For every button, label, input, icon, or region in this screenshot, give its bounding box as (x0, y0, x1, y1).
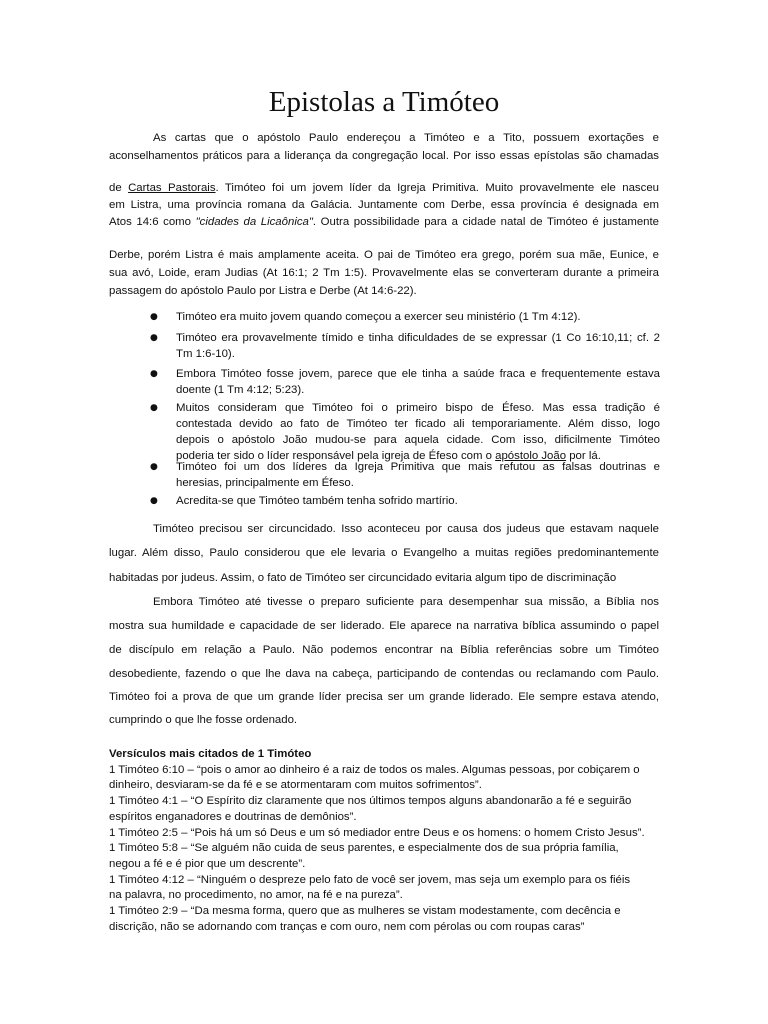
intro-line-5-post: . Outra possibilidade para a cidade natal de Timóteo é justamente (312, 216, 659, 228)
para3-line-5: Timóteo foi a prova de que um grande líder precisa ser um grande liderado. Ele sempre estava atendo, (109, 691, 659, 703)
verse-line: 1 Timóteo 4:12 – “Ninguém o despreze pelo fato de você ser jovem, mas seja um exemplo para os fiéis (109, 873, 631, 886)
intro-line-6: Derbe, porém Listra é mais amplamente aceita. O pai de Timóteo era grego, porém sua mãe, Eunice, e (109, 249, 659, 261)
verse-line: 1 Timóteo 6:10 – “pois o amor ao dinheiro é a raiz de todos os males. Algumas pessoas, por cobiçarem o (109, 763, 640, 776)
bullet-4-line-4-post: por lá. (566, 450, 601, 462)
intro-line-5 (109, 213, 659, 231)
bullet-5-line-2: heresias, principalmente em Éfeso. (176, 477, 354, 489)
bullet-1-line-1: Timóteo era muito jovem quando começou a exercer seu ministério (1 Tm 4:12). (176, 311, 581, 323)
cartas-pastorais-link[interactable]: Cartas Pastorais (128, 182, 216, 194)
intro-line-8: passagem do apóstolo Paulo por Listra e Derbe (At 14:6-22). (109, 285, 417, 297)
verse-line: 1 Timóteo 2:9 – “Da mesma forma, quero que as mulheres se vistam modestamente, com decência e (109, 905, 621, 918)
intro-line-4: em Listra, uma província romana da Galácia. Juntamente com Derbe, essa província é designada em (109, 199, 659, 211)
para3-line-3: de discípulo em relação a Paulo. Não podemos encontrar na Bíblia referências sobre um Timóteo (109, 644, 659, 656)
intro-line-3 (109, 179, 659, 197)
para2-line-1: Timóteo precisou ser circuncidado. Isso aconteceu por causa dos judeus que estavam naquele (153, 523, 659, 535)
intro-line-5-pre: Atos 14:6 como (109, 216, 196, 228)
document-title: Epistolas a Timóteo (268, 86, 500, 118)
para3-line-2: mostra sua humildade e capacidade de ser liderado. Ele aparece na narrativa bíblica assumindo o papel (109, 620, 659, 632)
para3-line-4: desobediente, fazendo o que lhe dava na cabeça, participando de contendas ou reclamando com Paulo. (109, 668, 659, 680)
verse-line: negou a fé e é pior que um descrente”. (109, 857, 306, 870)
bullet-dot-icon: ● (150, 312, 158, 322)
para3-line-1: Embora Timóteo até tivesse o preparo suficiente para desempenhar sua missão, a Bíblia nos (153, 596, 659, 608)
para3-line-6: cumprindo o que lhe fosse ordenado. (109, 714, 298, 726)
bullet-4-line-2: contestada devido ao fato de Timóteo ter ficado ali temporariamente. Além disso, logo (176, 418, 660, 430)
intro-line-2: aconselhamentos práticos para a liderança da congregação local. Por isso essas epístolas são chamadas (109, 150, 659, 162)
verses-section (109, 747, 669, 935)
verse-line: discrição, não se adornando com tranças e com ouro, nem com pérolas ou com roupas caras” (109, 920, 585, 933)
verse-line: 1 Timóteo 4:1 – “O Espírito diz claramente que nos últimos tempos alguns abandonarão a fé e seguirão (109, 795, 632, 808)
intro-line-7: sua avó, Loide, eram Judias (At 16:1; 2 Tm 1:5). Provavelmente elas se converteram durante a primeira (109, 267, 659, 279)
bullet-dot-icon: ● (150, 403, 158, 413)
intro-line-1: As cartas que o apóstolo Paulo endereçou a Timóteo e a Tito, possuem exortações e (153, 132, 659, 144)
verse-line: dinheiro, desviaram-se da fé e se atormentaram com muitos sofrimentos”. (109, 779, 482, 792)
bullet-2-line-1: Timóteo era provavelmente tímido e tinha dificuldades de se expressar (1 Co 16:10,11; cf. 2 (176, 332, 660, 344)
para2-line-2: lugar. Além disso, Paulo considerou que ele levaria o Evangelho a muitas regiões predominantemente (109, 547, 659, 559)
intro-line-3-post: . Timóteo foi um jovem líder da Igreja Primitiva. Muito provavelmente ele nasceu (215, 182, 659, 194)
bullet-dot-icon: ● (150, 333, 158, 343)
verses-heading: Versículos mais citados de 1 Timóteo (109, 748, 312, 760)
bullet-2-line-2: Tm 1:6-10). (176, 348, 235, 360)
bullet-5-line-1: Timóteo foi um dos líderes da Igreja Primitiva que mais refutou as falsas doutrinas e (176, 461, 660, 473)
bullet-3-line-2: doente (1 Tm 4:12; 5:23). (176, 384, 305, 396)
bullet-4-line-1: Muitos consideram que Timóteo foi o primeiro bispo de Éfeso. Mas essa tradição é (176, 402, 660, 414)
intro-line-3-pre: de (109, 182, 129, 194)
verse-line: 1 Timóteo 2:5 – “Pois há um só Deus e um só mediador entre Deus e os homens: o homem Cristo Jesus”. (109, 826, 645, 839)
bullet-4-line-3: depois o apóstolo João mudou-se para aquela cidade. Com isso, dificilmente Timóteo (176, 434, 660, 446)
bullet-6-line-1: Acredita-se que Timóteo também tenha sofrido martírio. (176, 495, 458, 507)
verse-line: espíritos enganadores e doutrinas de demônios”. (109, 810, 357, 823)
para2-line-3: habitadas por judeus. Assim, o fato de Timóteo ser circuncidado evitaria algum tipo de discriminação (109, 572, 617, 584)
verse-line: na palavra, no procedimento, no amor, na fé e na pureza”. (109, 889, 403, 902)
apostolo-joao-link[interactable]: apóstolo João (495, 450, 567, 462)
bullet-dot-icon: ● (150, 462, 158, 472)
bullet-4-line-4-pre: poderia ter sido o líder responsável pela igreja de Éfeso com o (176, 450, 496, 462)
bullet-3-line-1: Embora Timóteo fosse jovem, parece que ele tinha a saúde fraca e frequentemente estava (176, 368, 660, 380)
verse-line: 1 Timóteo 5:8 – “Se alguém não cuida de seus parentes, e especialmente dos de sua própria família, (109, 842, 619, 855)
bullet-dot-icon: ● (150, 496, 158, 506)
intro-line-5-italic: "cidades da Licaônica" (195, 216, 313, 228)
bullet-dot-icon: ● (150, 369, 158, 379)
